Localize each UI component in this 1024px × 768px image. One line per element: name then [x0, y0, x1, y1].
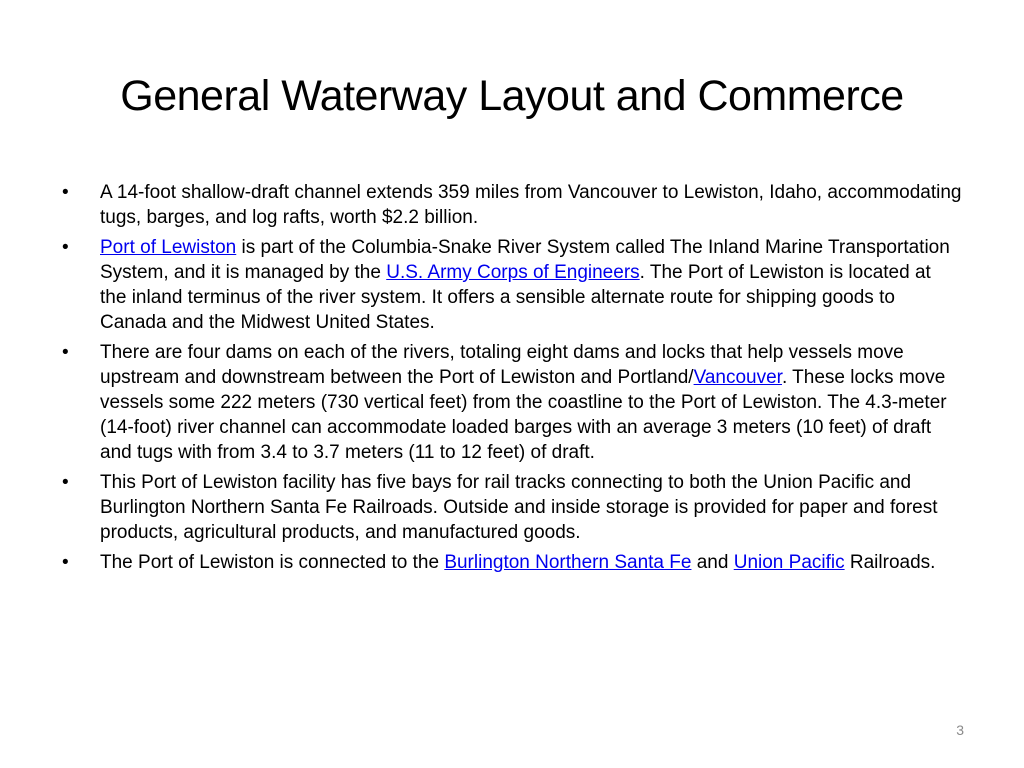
page-number: 3 — [956, 722, 964, 738]
bullet-item-5 — [62, 550, 962, 575]
bullet-text: The Port of Lewiston is connected to the — [100, 552, 445, 573]
bullet-text: . The Port of Lewiston is located at the inland terminus of the river system. It offers a sensible alternate route for shipping goods to Canada and the Midwest United States. — [100, 262, 931, 333]
bullet-text: . These locks move vessels some 222 meters (730 vertical feet) from the coastline to the Port of Lewiston. The 4.3-meter (14-foot) river channel can accommodate loaded barges with an average 3 meters (10 feet) of draft and tugs with from 3.4 to 3.7 meters (11 to 12 feet) of draft. — [100, 367, 947, 463]
bullet-text: is part of the Columbia-Snake River System called The Inland Marine Transportation System, and it is managed by the — [100, 237, 950, 283]
port-of-lewiston-link[interactable]: Port of Lewiston — [100, 237, 237, 258]
slide-title: General Waterway Layout and Commerce — [120, 72, 904, 120]
bullet-item-1 — [62, 180, 962, 230]
bullet-icon: • — [62, 237, 69, 258]
bullet-text: A 14-foot shallow-draft channel extends 359 miles from Vancouver to Lewiston, Idaho, accommodating tugs, barges, and log rafts, worth $2.2 billion. — [100, 182, 962, 228]
bullet-icon: • — [62, 342, 69, 363]
bullet-item-3 — [62, 340, 962, 465]
bullet-text: Railroads. — [844, 552, 936, 573]
bullet-item-2 — [62, 235, 962, 335]
bullet-icon: • — [62, 472, 69, 493]
bullet-icon: • — [62, 552, 69, 573]
bullet-icon: • — [62, 182, 69, 203]
bullet-text: There are four dams on each of the rivers, totaling eight dams and locks that help vessels move upstream and downstream between the Port of Lewiston and Portland/ — [100, 342, 904, 388]
bullet-text: and — [691, 552, 734, 573]
vancouver-link[interactable]: Vancouver — [693, 367, 782, 388]
army-corps-of-engineers-link[interactable]: U.S. Army Corps of Engineers — [386, 262, 640, 283]
bullet-list — [62, 180, 962, 580]
bullet-text: This Port of Lewiston facility has five bays for rail tracks connecting to both the Union Pacific and Burlington Northern Santa Fe Railroads. Outside and inside storage is provided for paper and forest products, agricultural products, and manufactured goods. — [100, 472, 938, 543]
burlington-northern-santa-fe-link[interactable]: Burlington Northern Santa Fe — [444, 552, 692, 573]
bullet-item-4 — [62, 470, 962, 545]
union-pacific-link[interactable]: Union Pacific — [733, 552, 845, 573]
